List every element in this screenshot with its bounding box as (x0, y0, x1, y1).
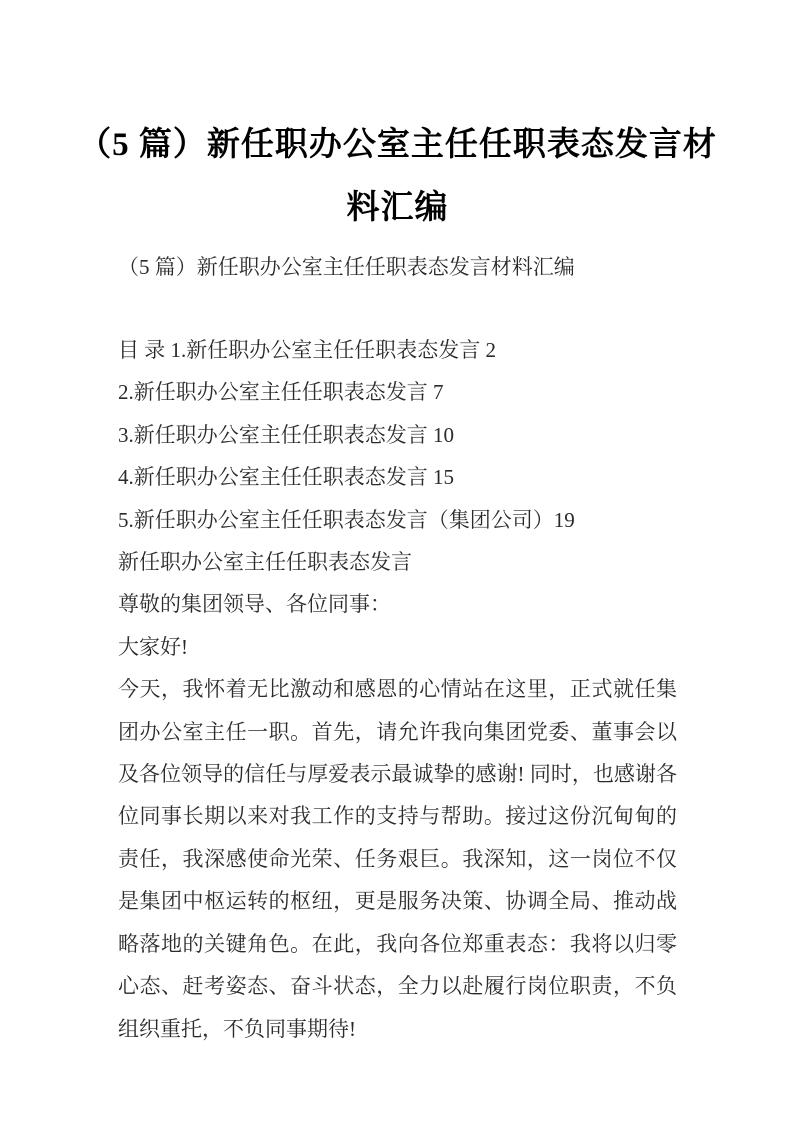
toc-line-3: 3.新任职办公室主任任职表态发言 10 (118, 422, 454, 447)
toc-line-1: 目 录 1.新任职办公室主任任职表态发言 2 (118, 338, 496, 362)
document-content (0, 114, 793, 1050)
toc-line-5: 5.新任职办公室主任任职表态发言（集团公司）19 (118, 507, 575, 532)
salutation: 尊敬的集团领导、各位同事： (118, 592, 391, 617)
toc-line-4: 4.新任职办公室主任任职表态发言 15 (118, 465, 454, 490)
greeting: 大家好! (118, 634, 188, 659)
table-of-contents (118, 329, 677, 541)
toc-line-2: 2.新任职办公室主任任职表态发言 7 (118, 380, 444, 405)
speech-title: 新任职办公室主任任职表态发言 (118, 550, 412, 575)
speech-paragraph: 今天，我怀着无比激动和感恩的心情站在这里，正式就任集团办公室主任一职。首先，请允许我向集团党委、董事会以及各位领导的信任与厚爱表示最诚挚的感谢! 同时，也感谢各位同事长期以来对我工作的支持与帮助。接过这份沉甸甸的责任，我深感使命光荣、任务艰巨。我深知，这一岗位不仅是集团中枢运转的枢纽，更是服务决策、协调全局、推动战略落地的关键角色。在此，我向各位郑重表态：我将以归零心态、赶考姿态、奋斗状态，全力以赴履行岗位职责，不负组织重托，不负同事期待! (118, 677, 677, 1041)
document-subtitle: （5 篇）新任职办公室主任任职表态发言材料汇编 (118, 255, 575, 279)
document-title: （5 篇）新任职办公室主任任职表态发言材料汇编 (78, 127, 717, 226)
